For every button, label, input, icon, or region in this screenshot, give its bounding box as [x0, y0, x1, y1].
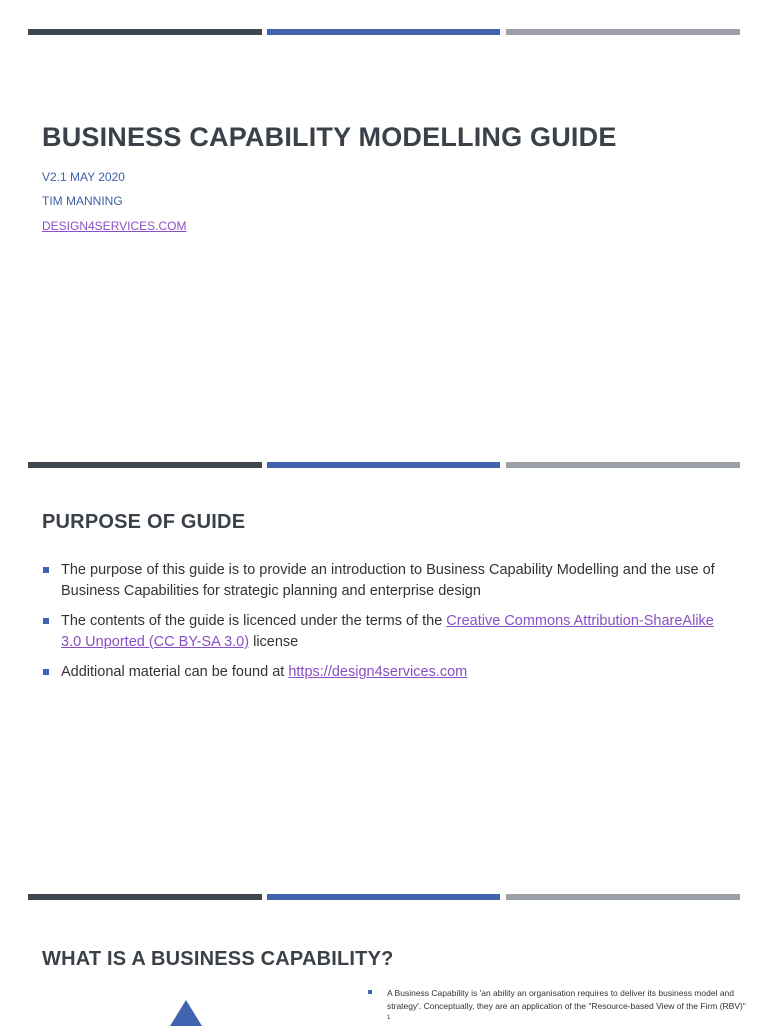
list-item [42, 662, 722, 683]
header-bar-dark [28, 29, 262, 35]
list-item [42, 611, 722, 653]
bullet-text: Additional material can be found at [61, 664, 289, 680]
bullet-text: The contents of the guide is licenced under the terms of the [61, 613, 447, 629]
slide1-header-bars [28, 29, 740, 35]
triangle-diagram-icon [170, 1000, 202, 1026]
bullet-square-icon [368, 990, 372, 994]
guide-title: BUSINESS CAPABILITY MODELLING GUIDE [42, 122, 617, 152]
header-bar-dark [28, 462, 262, 468]
guide-version: V2.1 MAY 2020 [42, 170, 125, 184]
bullet-text: license [249, 634, 299, 650]
capability-bullet-list [368, 987, 748, 1026]
list-item [368, 987, 748, 1026]
slide3-header-bars [28, 894, 740, 900]
footnote-ref: 1 [387, 1015, 391, 1021]
bullet-text: A Business Capability is 'an ability an organisation requires to deliver its business model and strategy'. Conceptually, they are an application of the "Resource-based View of the Firm (RBV)" [387, 988, 746, 1011]
purpose-bullet-list [42, 560, 722, 692]
header-bar-grey [506, 894, 740, 900]
bullet-square-icon [43, 618, 49, 624]
guide-website-link[interactable]: DESIGN4SERVICES.COM [42, 219, 187, 233]
header-bar-blue [267, 29, 500, 35]
guide-author: TIM MANNING [42, 194, 123, 208]
list-item [42, 560, 722, 602]
header-bar-blue [267, 894, 500, 900]
bullet-square-icon [43, 669, 49, 675]
website-link[interactable]: https://design4services.com [288, 664, 468, 680]
bullet-text: The purpose of this guide is to provide an introduction to Business Capability Modelling and the use of Business Capabilities for strategic planning and enterprise design [61, 562, 715, 599]
purpose-title: PURPOSE OF GUIDE [42, 511, 246, 533]
header-bar-dark [28, 894, 262, 900]
slide2-header-bars [28, 462, 740, 468]
bullet-square-icon [43, 567, 49, 573]
license-link[interactable]: Creative Commons Attribution-ShareAlike 3.0 Unported (CC BY-SA 3.0) [61, 613, 714, 650]
header-bar-blue [267, 462, 500, 468]
header-bar-grey [506, 29, 740, 35]
header-bar-grey [506, 462, 740, 468]
capability-title: WHAT IS A BUSINESS CAPABILITY? [42, 948, 394, 970]
